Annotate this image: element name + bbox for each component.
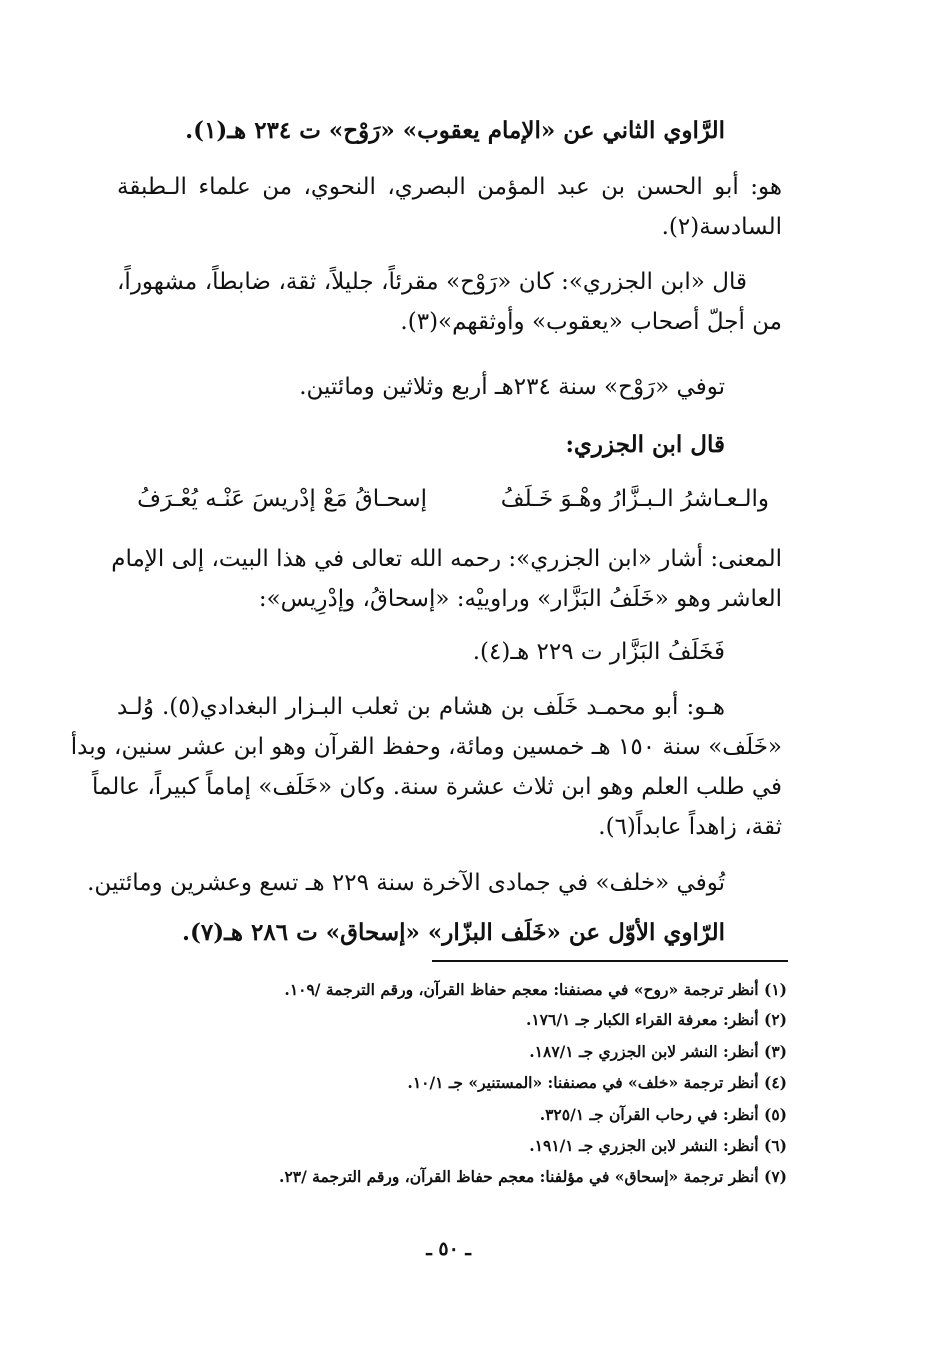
footnote-4: (٤) أنظر ترجمة «خلف» في مصنفنا: «المستنير» جـ ١٠/١. xyxy=(407,1073,787,1092)
death-rawh: توفي «رَوْح» سنة ٢٣٤هـ أربع وثلاثين ومائتين. xyxy=(299,374,725,400)
meaning-line-2: العاشر وهو «خَلَفُ البَزَّار» وراوييْه: «إسحاقُ، وإدْرِيس»: xyxy=(258,586,782,612)
heading-first-narrator: الرّاوي الأوّل عن «خَلَف البزّار» «إسحاق» ت ٢٨٦ هـ(٧). xyxy=(182,919,725,946)
bio-khalaf-line-2: «خَلَف» سنة ١٥٠ هـ خمسين ومائة، وحفظ القرآن وهو ابن عشر سنين، وبدأ xyxy=(70,734,782,760)
bio-rawh-line-1: هو: أبو الحسن بن عبد المؤمن البصري، النحوي، من علماء الـطبقة xyxy=(117,174,782,200)
footnote-2: (٢) أنظر: معرفة القراء الكبار جـ ١٧٦/١. xyxy=(525,1010,787,1029)
footnote-1: (١) أنظر ترجمة «روح» في مصنفنا: معجم حفاظ القرآن، ورقم الترجمة /١٠٩. xyxy=(284,980,787,999)
page-number: ـ ٥٠ ـ xyxy=(426,1238,471,1260)
verse-heading: قال ابن الجزري: xyxy=(565,431,725,458)
footnote-5: (٥) أنظر: في رحاب القرآن جـ ٣٢٥/١. xyxy=(539,1105,787,1124)
bio-khalaf-line-1: هـو: أبو محمـد خَلَف بن هشام بن ثعلب البـزار البغدادي(٥). وُلـد xyxy=(117,694,725,720)
heading-second-narrator: الرَّاوي الثاني عن «الإمام يعقوب» «رَوْح» ت ٢٣٤ هـ(١). xyxy=(185,117,725,144)
bio-khalaf-line-3: في طلب العلم وهو ابن ثلاث عشرة سنة. وكان «خَلَف» إماماً كبيراً، عالماً xyxy=(91,774,782,800)
meaning-line-1: المعنى: أشار «ابن الجزري»: رحمه الله تعالى في هذا البيت، إلى الإمام xyxy=(111,546,782,572)
bio-khalaf-line-4: ثقة، زاهداً عابداً(٦). xyxy=(598,814,782,840)
khalaf-heading: فَخَلَفُ البَزَّار ت ٢٢٩ هـ(٤). xyxy=(472,639,725,665)
verse-second-half: إسحـاقُ مَعْ إدْريسَ عَنْـه يُعْـرَفُ xyxy=(137,486,427,512)
jazari-on-rawh-line-2: من أجلّ أصحاب «يعقوب» وأوثقهم»(٣). xyxy=(400,309,782,335)
footnote-7: (٧) أنظر ترجمة «إسحاق» في مؤلفنا: معجم حفاظ القرآن، ورقم الترجمة /٢٣. xyxy=(279,1167,787,1186)
footnote-divider xyxy=(432,960,788,962)
footnote-3: (٣) أنظر: النشر لابن الجزري جـ ١٨٧/١. xyxy=(529,1042,787,1061)
footnote-6: (٦) أنظر: النشر لابن الجزري جـ ١٩١/١. xyxy=(529,1136,787,1155)
jazari-on-rawh-line-1: قال «ابن الجزري»: كان «رَوْح» مقرئاً، جليلاً، ثقة، ضابطاً، مشهوراً، xyxy=(117,269,747,295)
verse-first-half: والـعـاشرُ الـبـزَّارُ وهْـوَ خَـلَفُ xyxy=(500,486,769,512)
death-khalaf: تُوفي «خلف» في جمادى الآخرة سنة ٢٢٩ هـ تسع وعشرين ومائتين. xyxy=(87,870,725,896)
bio-rawh-line-2: السادسة(٢). xyxy=(661,214,782,240)
